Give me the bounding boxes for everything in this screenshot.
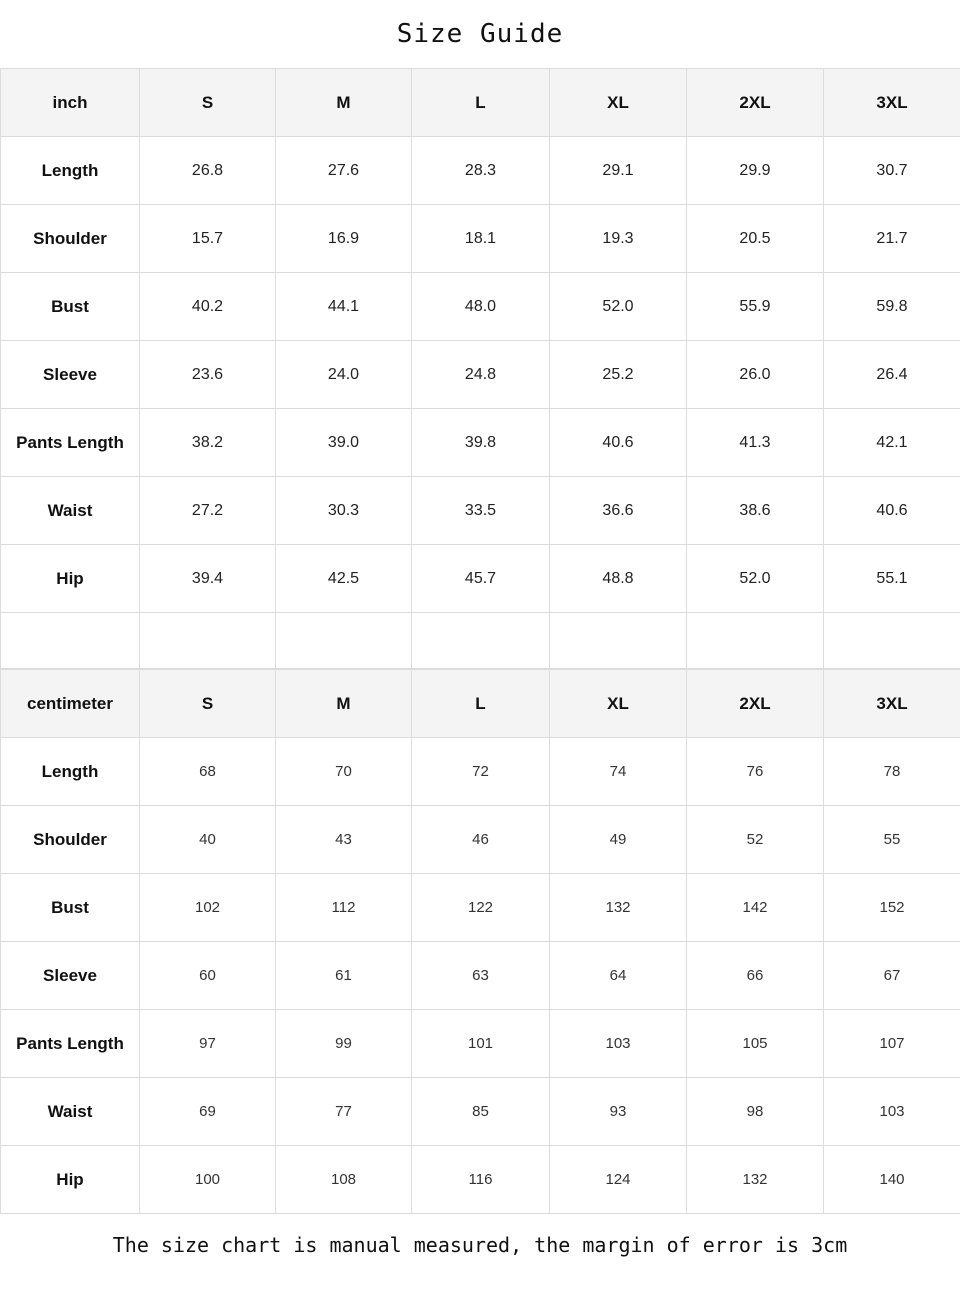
- table-row: [1, 806, 960, 874]
- cell-pants-length-xl: 103: [550, 1010, 687, 1078]
- row-label-shoulder: Shoulder: [1, 205, 140, 273]
- size-header-xl: XL: [550, 670, 687, 738]
- spacer-cell: [412, 613, 550, 669]
- cell-shoulder-l: 46: [412, 806, 550, 874]
- table-header-row-inch: [1, 69, 960, 137]
- row-label-bust: Bust: [1, 874, 140, 942]
- table-row: [1, 1078, 960, 1146]
- cell-sleeve-2xl: 66: [687, 942, 824, 1010]
- table-row: [1, 738, 960, 806]
- cell-hip-3xl: 55.1: [824, 545, 960, 613]
- cell-bust-xl: 52.0: [550, 273, 687, 341]
- size-header-s: S: [140, 69, 276, 137]
- row-label-sleeve: Sleeve: [1, 942, 140, 1010]
- cell-hip-l: 116: [412, 1146, 550, 1214]
- cell-pants-length-xl: 40.6: [550, 409, 687, 477]
- cell-length-2xl: 29.9: [687, 137, 824, 205]
- cell-hip-s: 39.4: [140, 545, 276, 613]
- cell-sleeve-xl: 25.2: [550, 341, 687, 409]
- cell-length-l: 28.3: [412, 137, 550, 205]
- size-header-m: M: [276, 69, 412, 137]
- cell-bust-s: 40.2: [140, 273, 276, 341]
- cell-shoulder-l: 18.1: [412, 205, 550, 273]
- cell-shoulder-3xl: 21.7: [824, 205, 960, 273]
- row-label-pants-length: Pants Length: [1, 1010, 140, 1078]
- cell-waist-l: 33.5: [412, 477, 550, 545]
- cell-bust-xl: 132: [550, 874, 687, 942]
- cell-pants-length-m: 39.0: [276, 409, 412, 477]
- table-row: [1, 545, 960, 613]
- table-row: [1, 874, 960, 942]
- cell-hip-s: 100: [140, 1146, 276, 1214]
- size-header-xl: XL: [550, 69, 687, 137]
- cell-bust-s: 102: [140, 874, 276, 942]
- cell-sleeve-s: 23.6: [140, 341, 276, 409]
- cell-length-l: 72: [412, 738, 550, 806]
- table-row: [1, 341, 960, 409]
- cell-shoulder-m: 16.9: [276, 205, 412, 273]
- cell-bust-3xl: 59.8: [824, 273, 960, 341]
- cell-sleeve-3xl: 26.4: [824, 341, 960, 409]
- cell-waist-2xl: 98: [687, 1078, 824, 1146]
- size-header-m: M: [276, 670, 412, 738]
- table-row: [1, 273, 960, 341]
- row-label-waist: Waist: [1, 477, 140, 545]
- cell-bust-m: 44.1: [276, 273, 412, 341]
- measurement-disclaimer: The size chart is manual measured, the margin of error is 3cm: [112, 1233, 848, 1257]
- cell-waist-2xl: 38.6: [687, 477, 824, 545]
- cell-bust-2xl: 142: [687, 874, 824, 942]
- cell-bust-m: 112: [276, 874, 412, 942]
- row-label-length: Length: [1, 137, 140, 205]
- size-header-l: L: [412, 69, 550, 137]
- table-row: [1, 942, 960, 1010]
- cell-waist-m: 30.3: [276, 477, 412, 545]
- cell-length-s: 68: [140, 738, 276, 806]
- cell-hip-m: 108: [276, 1146, 412, 1214]
- cell-sleeve-m: 24.0: [276, 341, 412, 409]
- spacer-cell: [140, 613, 276, 669]
- cell-sleeve-s: 60: [140, 942, 276, 1010]
- unit-label-inch: inch: [1, 69, 140, 137]
- cell-sleeve-2xl: 26.0: [687, 341, 824, 409]
- cell-bust-l: 122: [412, 874, 550, 942]
- row-label-waist: Waist: [1, 1078, 140, 1146]
- cell-shoulder-2xl: 52: [687, 806, 824, 874]
- cell-length-xl: 74: [550, 738, 687, 806]
- row-label-hip: Hip: [1, 1146, 140, 1214]
- table-row: [1, 1146, 960, 1214]
- cell-waist-s: 69: [140, 1078, 276, 1146]
- size-header-3xl: 3XL: [824, 69, 960, 137]
- cell-bust-2xl: 55.9: [687, 273, 824, 341]
- cell-pants-length-2xl: 105: [687, 1010, 824, 1078]
- cell-hip-2xl: 132: [687, 1146, 824, 1214]
- cell-shoulder-s: 15.7: [140, 205, 276, 273]
- cell-hip-xl: 124: [550, 1146, 687, 1214]
- unit-label-centimeter: centimeter: [1, 670, 140, 738]
- cell-pants-length-s: 97: [140, 1010, 276, 1078]
- row-label-hip: Hip: [1, 545, 140, 613]
- row-label-length: Length: [1, 738, 140, 806]
- size-header-2xl: 2XL: [687, 69, 824, 137]
- cell-waist-l: 85: [412, 1078, 550, 1146]
- table-row: [1, 137, 960, 205]
- size-header-2xl: 2XL: [687, 670, 824, 738]
- cell-sleeve-l: 24.8: [412, 341, 550, 409]
- cell-waist-xl: 93: [550, 1078, 687, 1146]
- row-label-sleeve: Sleeve: [1, 341, 140, 409]
- cell-shoulder-s: 40: [140, 806, 276, 874]
- spacer-cell: [1, 613, 140, 669]
- cell-shoulder-m: 43: [276, 806, 412, 874]
- cell-length-3xl: 30.7: [824, 137, 960, 205]
- cell-shoulder-xl: 19.3: [550, 205, 687, 273]
- cell-hip-3xl: 140: [824, 1146, 960, 1214]
- table-row: [1, 409, 960, 477]
- cell-pants-length-s: 38.2: [140, 409, 276, 477]
- spacer-cell: [824, 613, 960, 669]
- cell-hip-xl: 48.8: [550, 545, 687, 613]
- size-table-inch: [0, 68, 960, 669]
- cell-waist-m: 77: [276, 1078, 412, 1146]
- cell-sleeve-3xl: 67: [824, 942, 960, 1010]
- size-table-centimeter: [0, 669, 960, 1214]
- cell-waist-xl: 36.6: [550, 477, 687, 545]
- row-label-shoulder: Shoulder: [1, 806, 140, 874]
- cell-length-2xl: 76: [687, 738, 824, 806]
- cell-sleeve-l: 63: [412, 942, 550, 1010]
- cell-shoulder-xl: 49: [550, 806, 687, 874]
- cell-pants-length-m: 99: [276, 1010, 412, 1078]
- cell-hip-l: 45.7: [412, 545, 550, 613]
- cell-waist-3xl: 40.6: [824, 477, 960, 545]
- cell-bust-l: 48.0: [412, 273, 550, 341]
- cell-length-3xl: 78: [824, 738, 960, 806]
- table-row: [1, 477, 960, 545]
- cell-length-s: 26.8: [140, 137, 276, 205]
- table-header-row-centimeter: [1, 670, 960, 738]
- cell-pants-length-l: 101: [412, 1010, 550, 1078]
- cell-sleeve-m: 61: [276, 942, 412, 1010]
- size-header-s: S: [140, 670, 276, 738]
- cell-pants-length-l: 39.8: [412, 409, 550, 477]
- size-header-3xl: 3XL: [824, 670, 960, 738]
- cell-length-m: 27.6: [276, 137, 412, 205]
- cell-pants-length-3xl: 107: [824, 1010, 960, 1078]
- cell-waist-s: 27.2: [140, 477, 276, 545]
- cell-shoulder-2xl: 20.5: [687, 205, 824, 273]
- table-row: [1, 1010, 960, 1078]
- cell-length-xl: 29.1: [550, 137, 687, 205]
- cell-shoulder-3xl: 55: [824, 806, 960, 874]
- cell-sleeve-xl: 64: [550, 942, 687, 1010]
- cell-hip-m: 42.5: [276, 545, 412, 613]
- cell-pants-length-3xl: 42.1: [824, 409, 960, 477]
- cell-length-m: 70: [276, 738, 412, 806]
- row-label-pants-length: Pants Length: [1, 409, 140, 477]
- row-label-bust: Bust: [1, 273, 140, 341]
- spacer-cell: [550, 613, 687, 669]
- cell-pants-length-2xl: 41.3: [687, 409, 824, 477]
- page-title: Size Guide: [396, 19, 564, 49]
- cell-waist-3xl: 103: [824, 1078, 960, 1146]
- cell-hip-2xl: 52.0: [687, 545, 824, 613]
- table-row: [1, 205, 960, 273]
- cell-bust-3xl: 152: [824, 874, 960, 942]
- size-header-l: L: [412, 670, 550, 738]
- spacer-cell: [276, 613, 412, 669]
- spacer-cell: [687, 613, 824, 669]
- table-spacer-row: [1, 613, 960, 669]
